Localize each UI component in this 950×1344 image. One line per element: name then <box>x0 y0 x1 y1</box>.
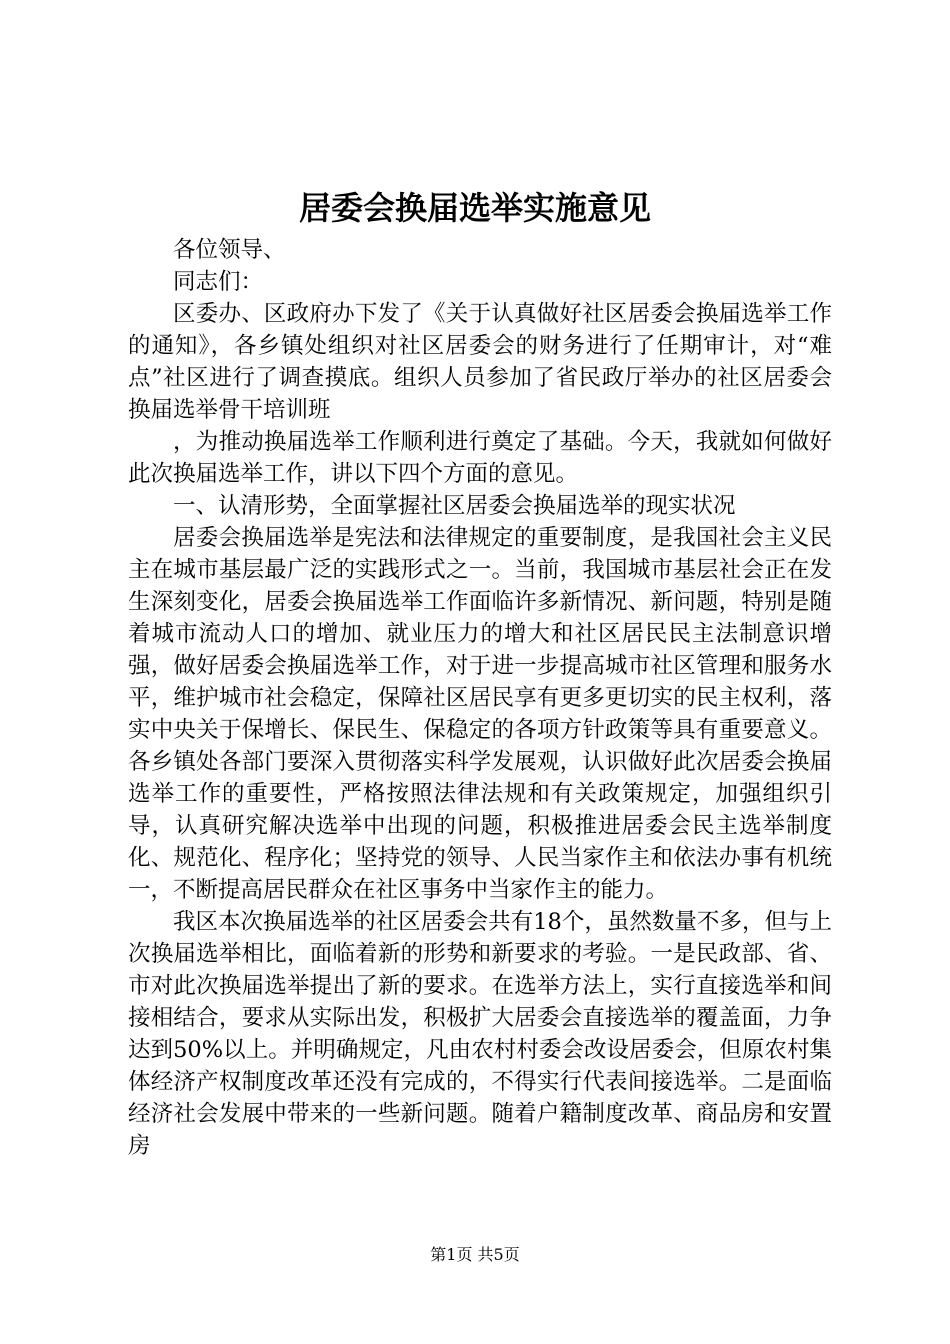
section-heading-1: 一、认清形势，全面掌握社区居委会换届选举的现实状况 <box>173 493 736 519</box>
page-footer: 第1页 共5页 <box>430 1245 520 1264</box>
salutation-comrades: 同志们： <box>173 269 264 295</box>
document-body <box>128 234 832 1162</box>
paragraph-situation: 我区本次换届选举的社区居委会共有18个，虽然数量不多，但与上次换届选举相比，面临着新的形势和新要求的考验。一是民政部、省、市对此次换届选举提出了新的要求。在选举方法上，实行直接选举和间接相结合，要求从实际出发，积极扩大居委会直接选举的覆盖面，力争达到50%以上。并明确规定，凡由农村村委会改设居委会，但原农村集体经济产权制度改革还没有完成的，不得实行代表间接选举。二是面临经济社会发展中带来的一些新问题。随着户籍制度改革、商品房和安置房 <box>128 909 832 1159</box>
paragraph-intro-continued: ，为推动换届选举工作顺利进行奠定了基础。今天，我就如何做好此次换届选举工作，讲以下四个方面的意见。 <box>128 429 832 487</box>
page-title: 居委会换届选举实施意见 <box>298 189 651 227</box>
paragraph-intro: 区委办、区政府办下发了《关于认真做好社区居委会换届选举工作的通知》，各乡镇处组织对社区居委会的财务进行了任期审计，对“难点”社区进行了调查摸底。组织人员参加了省民政厅举办的社区居委会换届选举骨干培训班 <box>128 301 832 423</box>
salutation-leaders: 各位领导、 <box>173 237 286 263</box>
paragraph-importance: 居委会换届选举是宪法和法律规定的重要制度，是我国社会主义民主在城市基层最广泛的实践形式之一。当前，我国城市基层社会正在发生深刻变化，居委会换届选举工作面临许多新情况、新问题，特别是随着城市流动人口的增加、就业压力的增大和社区居民民主法制意识增强，做好居委会换届选举工作，对于进一步提高城市社区管理和服务水平，维护城市社会稳定，保障社区居民享有更多更切实的民主权利，落实中央关于保增长、保民生、保稳定的各项方针政策等具有重要意义。各乡镇处各部门要深入贯彻落实科学发展观，认识做好此次居委会换届选举工作的重要性，严格按照法律法规和有关政策规定，加强组织引导，认真研究解决选举中出现的问题，积极推进居委会民主选举制度化、规范化、程序化；坚持党的领导、人民当家作主和依法办事有机统一，不断提高居民群众在社区事务中当家作主的能力。 <box>128 525 832 903</box>
